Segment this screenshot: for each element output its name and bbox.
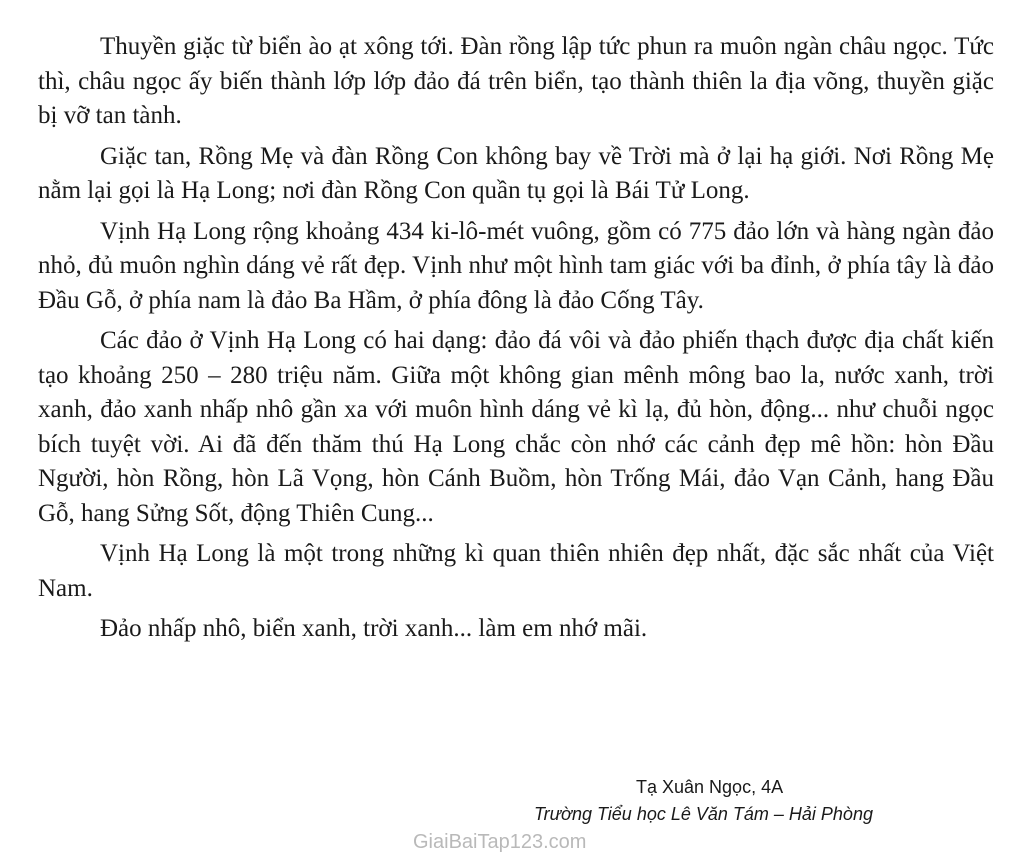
signature-author: Tạ Xuân Ngọc, 4A [636,777,784,797]
paragraph-dragon-fleet: Thuyền giặc từ biển ào ạt xông tới. Đàn rồng lập tức phun ra muôn ngàn châu ngọc. Tức thì, châu ngọc ấy biến thành lớp lớp đảo đá trên biển, tạo thành thiên la địa võng, thuyền giặc bị vỡ tan tành. [38,33,994,129]
paragraph-wonder: Vịnh Hạ Long là một trong những kì quan thiên nhiên đẹp nhất, đặc sắc nhất của Việt Nam. [38,540,994,602]
signature-school: Trường Tiểu học Lê Văn Tám – Hải Phòng [534,804,873,824]
article-body [38,30,994,653]
paragraph-ha-long-name: Giặc tan, Rồng Mẹ và đàn Rồng Con không bay về Trời mà ở lại hạ giới. Nơi Rồng Mẹ nằm lại gọi là Hạ Long; nơi đàn Rồng Con quần tụ gọi là Bái Tử Long. [38,142,994,204]
watermark: GiaiBaiTap123.com [413,831,587,853]
paragraph-island-types: Các đảo ở Vịnh Hạ Long có hai dạng: đảo đá vôi và đảo phiến thạch được địa chất kiến tạo khoảng 250 – 280 triệu năm. Giữa một không gian mênh mông bao la, nước xanh, trời xanh, đảo xanh nhấp nhô gần xa với muôn hình dáng vẻ kì lạ, đủ hòn, động... như chuỗi ngọc bích tuyệt vời. Ai đã đến thăm thú Hạ Long chắc còn nhớ các cảnh đẹp mê hồn: hòn Đầu Người, hòn Rồng, hòn Lã Vọng, hòn Cánh Buồm, hòn Trống Mái, đảo Vạn Cảnh, hang Đầu Gỗ, hang Sửng Sốt, động Thiên Cung... [38,327,994,527]
paragraph-closing: Đảo nhấp nhô, biển xanh, trời xanh... làm em nhớ mãi. [100,615,648,642]
paragraph-bay-size: Vịnh Hạ Long rộng khoảng 434 ki-lô-mét vuông, gồm có 775 đảo lớn và hàng ngàn đảo nhỏ, đủ muôn nghìn dáng vẻ rất đẹp. Vịnh như một hình tam giác với ba đỉnh, ở phía tây là đảo Đầu Gỗ, ở phía nam là đảo Ba Hầm, ở phía đông là đảo Cống Tây. [38,217,994,314]
